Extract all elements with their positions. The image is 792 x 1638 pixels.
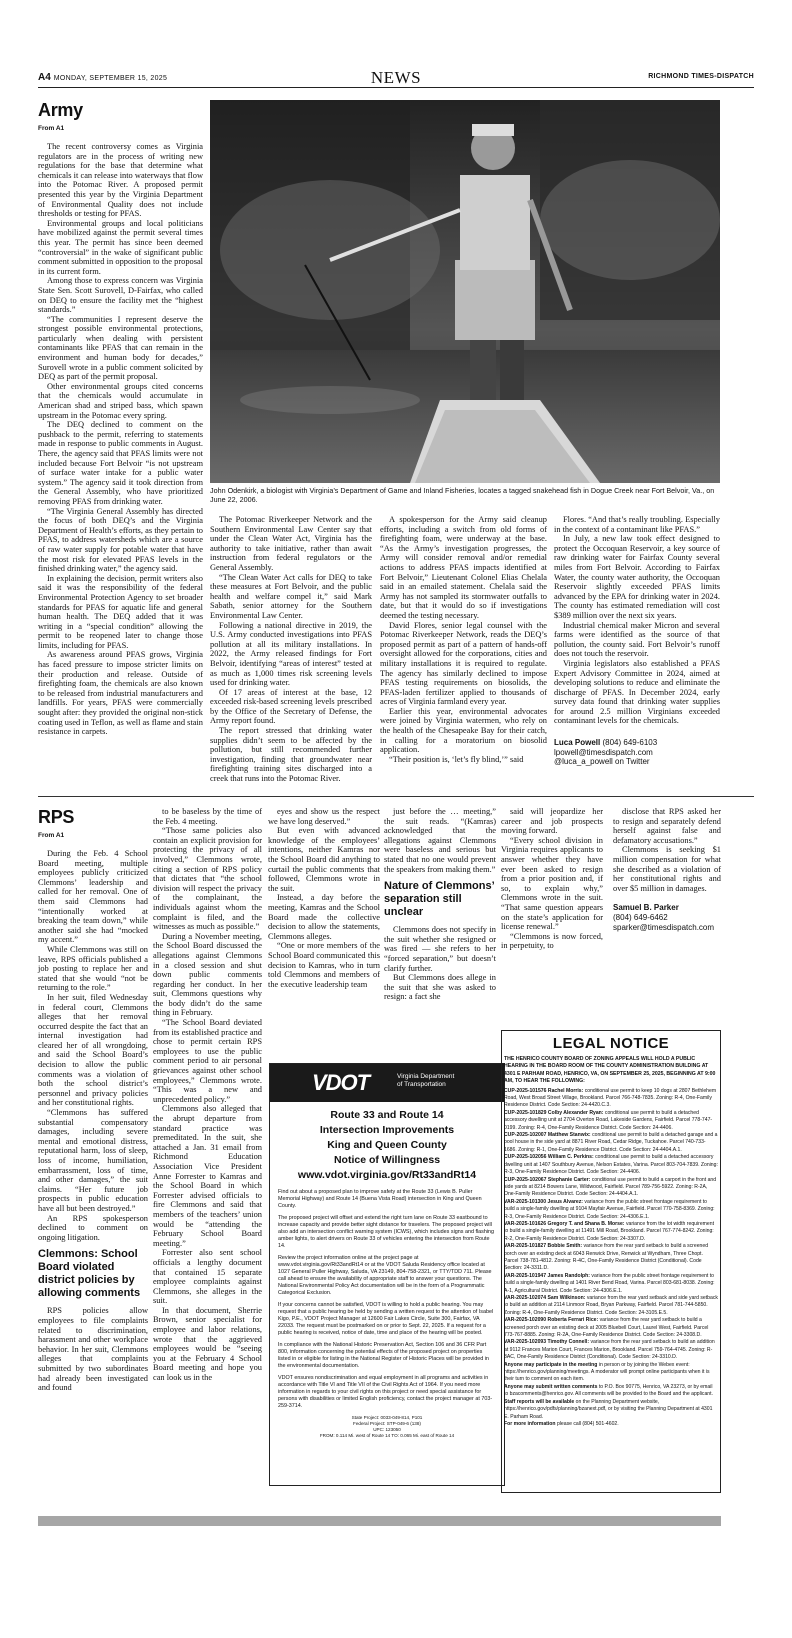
paragraph: If your concerns cannot be satisfied, VDOT is willing to hold a public hearing. You may request that a public hearing be held by sending a written request to the attention of Isabel Kigo, P.E., VDOT Project Manager at 12600 Fair Lakes Circle, Suite 300, Fairfax, VA 22033. The request must be postmarked on or prior to Sept. 22, 2025. If a request for a public hearing is received, notice of date, time and place of the hearing will be posted. bbox=[278, 1302, 494, 1336]
paragraph: “The Clean Water Act calls for DEQ to take these measures at Fort Belvoir, and the public health and welfare compel it,” said Mark Sabath, senior attorney for the Southern Environmental Law Center. bbox=[210, 572, 372, 620]
legal-notice-title: LEGAL NOTICE bbox=[552, 1035, 670, 1052]
page-header bbox=[38, 70, 754, 88]
paragraph: “Every school division in Virginia requires applicants to answer whether they have ever been asked to resign from a prior position and, if so, to explain why,” Clemmons wrote in the suit. “That same question appears on the state’s application for license renewal.” bbox=[501, 835, 603, 932]
legal-item-text: on the Planning Department website, https://henrico.gov/pdfs/planning/bzanext.pdf, or by visiting the Planning Department at 4301 E. Parham Road. bbox=[504, 1398, 713, 1420]
legal-item bbox=[504, 1110, 718, 1132]
paragraph: Flores. “And that’s really troubling. Especially in the context of a contaminant like PFAS.” bbox=[554, 515, 720, 534]
legal-item bbox=[504, 1088, 718, 1110]
paragraph: But even with advanced knowledge of the employees’ intentions, neither Kamras nor the School Board did anything to curtail the public comments that followed, Clemmons wrote in the suit. bbox=[268, 826, 380, 893]
paragraph: The recent controversy comes as Virginia regulators are in the process of writing new regulations for the base that determine what chemicals it can release into waterways that flow into the Potomac River. A proposed permit presented this year by the Virginia Department of Environmental Quality does not include thresholds or testing for PFAS. bbox=[38, 142, 203, 219]
vdot-title-line: Notice of Willingness bbox=[333, 1154, 441, 1166]
paragraph: just before the … meeting,” the suit reads. “(Kamras) acknowledged that the allegations against Clemmons were baseless and serious but stated that no one would prevent the speakers from making them.” bbox=[384, 807, 496, 874]
legal-item-text: conditional use permit to keep 10 dogs at 2807 Bethlehem Road, West Broad Street Village, Brookland. Parcel 766-748-7835. Zoning: R-4, One-Family Residence District. Code Section: 24-4420.C.3. bbox=[504, 1087, 717, 1109]
legal-item-text: variance from the rear yard setback to build a screened porch over an existing deck at 6043 Renwick Drive, Renwick at Wyndham, Three Chopt. Parcel 738-781-4812. Zoning: R-4C, One-Family Residence District (Conditional). Code Section: 24-3311.D. bbox=[504, 1243, 709, 1272]
vdot-title-line: King and Queen County bbox=[327, 1139, 447, 1151]
paragraph: Of 17 areas of interest at the base, 12 exceeded risk-based screening levels prescribed by the Office of the Secretary of Defense, the Army report found. bbox=[210, 687, 372, 726]
army-jump-line: From A1 bbox=[38, 125, 65, 132]
army-col1-body bbox=[38, 142, 203, 737]
legal-item-text: variance from the public street frontage requirement to build a single-family dwelling at 1401 River Bend Road, Varina. Parcel 803-681-8038. Zoning: A-1, Agricultural District. Code Section: 24-4306.E.1. bbox=[504, 1272, 715, 1294]
paragraph: Clemmons is seeking $1 million compensation for what she described as a violation of her constitutional rights and over $5 million in damages. bbox=[613, 845, 721, 893]
legal-item-id: For more information bbox=[504, 1420, 556, 1427]
legal-item bbox=[504, 1399, 718, 1421]
legal-item bbox=[504, 1273, 718, 1295]
legal-item-text: variance from the rear yard setback and side yard setback to build an addition at 2114 Linmoor Road, Bryan Parkway, Fairfield. Parcel 781-744-5850. Zoning: R-4, One-Family Residence District. Code Section: 24-3105.E.5. bbox=[504, 1295, 718, 1316]
rps-column-4 bbox=[384, 807, 496, 1002]
legal-item-text: variance from the rear yard setback to build a screened porch over an existing deck at 2005 Bluebell Court, Laurel West, Fairfield. Parcel 773-767-8885. Zoning: R-2A, One-Family Residence District. Code Section: 24-3308.D. bbox=[504, 1317, 709, 1339]
page-date: MONDAY, SEPTEMBER 15, 2025 bbox=[53, 75, 168, 82]
legal-item-text: variance from the public street frontage requirement to build a single-family dwelling at 9104 Mayfair Avenue, Fairfield. Parcel 770-758-8369. Zoning: R-3, One-Family Residence District. Code Section: 24-4306.E.1. bbox=[504, 1198, 715, 1220]
rps-column-2 bbox=[153, 807, 262, 1383]
rps-col4b-body bbox=[384, 925, 496, 1002]
author-twitter[interactable]: @luca_a_powell on Twitter bbox=[554, 757, 650, 767]
rps-column-5 bbox=[501, 807, 603, 951]
legal-notice-items bbox=[504, 1088, 718, 1429]
paragraph: Instead, a day before the meeting, Kamras and the School Board made the collective decision to allow the statements, Clemmons alleges. bbox=[268, 893, 380, 941]
paragraph: The DEQ declined to comment on the pushback to the permit, referring to statements made in response to public comments in August. There, the agency said that PFAS limits were not included because Fort Belvoir “is not upstream of surface water intake for a public water system.” The agency said it took direction from the General Assembly, who have prioritized removing PFAS from drinking water. bbox=[38, 420, 203, 506]
army-col4-body bbox=[554, 515, 720, 726]
legal-notice-heading: THE HENRICO COUNTY BOARD OF ZONING APPEALS WILL HOLD A PUBLIC HEARING IN THE BOARD ROOM OF THE COUNTY ADMINISTRATION BUILDING AT 4301 E PARHAM ROAD, HENRICO, VA, ON SEPTEMBER 25, 2025, BEGINNING AT 9:00 AM, TO HEAR THE FOLLOWING: bbox=[504, 1056, 716, 1085]
paragraph: A spokesperson for the Army said cleanup efforts, including a switch from old forms of firefighting foam, were underway at the base. “As the Army’s investigation progresses, the Army will consider removal and/or remedial actions to address PFAS impacts identified at Fort Belvoir,” Lieutenant Colonel Elias Chelala said in an emailed statement. Chelala said the Army has not sampled its stormwater outfalls to date, but that it would do so if investigations deemed the testing necessary. bbox=[380, 515, 547, 620]
vdot-footer-line: FROM: 0.114 Mi. west of Route 14 TO: 0.065 Mi. east of Route 14 bbox=[319, 1433, 455, 1438]
paragraph: The Potomac Riverkeeper Network and the Southern Environmental Law Center say that under the Clean Water Act, Virginia has the authority to take initiative, rather than await instruction from federal regulators or the General Assembly. bbox=[210, 515, 372, 572]
paragraph: Following a national directive in 2019, the U.S. Army conducted investigations into PFAS pollution at all its military installations. In 2022, the Army released findings for Fort Belvoir, identifying “areas of interest” tested at as much as 1,000 times risk screening levels used for drinking water. bbox=[210, 620, 372, 688]
paragraph: VDOT ensures nondiscrimination and equal employment in all programs and activities in accordance with Title VI and Title VII of the Civil Rights Act of 1964. If you need more information in regards to your civil rights on this project or need special assistance for persons with disabilities or limited English proficiency, contact the project manager at 703-259-3714. bbox=[278, 1375, 493, 1409]
author-name: Luca Powell bbox=[554, 738, 601, 748]
legal-item-text: conditional use permit to build a carport in the front and side yards at 8214 Bowers Lane, Wildwood, Fairfield. Parcel 789-756-5922. Zoning: R-2A, One-Family Residence District. Code Section: 24-4404.A.1. bbox=[504, 1176, 717, 1198]
legal-item bbox=[504, 1384, 718, 1399]
paragraph: “Their position is, ‘let’s fly blind,’” said bbox=[389, 754, 524, 764]
paragraph: Earlier this year, environmental advocates were joined by Virginia watermen, who rely on the health of the Chesapeake Bay for their catch, in calling for a moratorium on biosolid application. bbox=[380, 706, 547, 755]
legal-item bbox=[504, 1221, 718, 1243]
paragraph: “One or more members of the School Board communicated this decision to Kamras, who in turn told Clemmons and members of the executive leadership team bbox=[268, 941, 380, 989]
legal-item-id: Anyone may submit written comments bbox=[504, 1383, 598, 1390]
paragraph: said will jeopardize her career and job prospects moving forward. bbox=[501, 807, 603, 836]
vdot-advertisement bbox=[269, 1063, 505, 1486]
army-column-2 bbox=[210, 515, 372, 784]
paragraph: Clemmons does not specify in the suit whether she resigned or was fired — she refers to her “forced separation,” but doesn’t clarify further. bbox=[384, 925, 496, 973]
army-byline bbox=[554, 738, 720, 767]
paragraph: “The communities I represent deserve the strongest possible environmental protections, particularly when dealing with persistent contaminants like PFAS that can remain in the environment and human body for decades,” Surovell wrote in a public comment solicited by DEQ as part of the permit proposal. bbox=[38, 314, 203, 382]
rps-col1-body bbox=[38, 849, 148, 1242]
author-email[interactable]: sparker@timesdispatch.com bbox=[613, 922, 715, 932]
newspaper-name: RICHMOND TIMES-DISPATCH bbox=[648, 73, 754, 80]
vdot-footer-line: State Project: 0033-049-814, P101 bbox=[351, 1415, 423, 1420]
vdot-footer-line: UPC: 123050 bbox=[373, 1427, 401, 1432]
page-footer-bar bbox=[38, 1516, 721, 1526]
army-column-1 bbox=[38, 100, 203, 737]
rps-column-3 bbox=[268, 807, 380, 989]
army-column-4 bbox=[554, 515, 720, 767]
legal-item-text: to P.O. Box 90775, Henrico, VA 23273, or by email to bzacomments@henrico.gov. All comments will be provided to the Board and the applicant. bbox=[504, 1383, 713, 1398]
legal-item bbox=[504, 1177, 718, 1199]
legal-item-text: in person or by joining the Webex event: https://henrico.gov/planning/meetings. A moderator will prompt online participants when it is their turn to comment on each item. bbox=[504, 1361, 710, 1383]
news-photo bbox=[210, 100, 720, 483]
paragraph: In compliance with the National Historic Preservation Act, Section 106 and 36 CFR Part 800, information concerning the potential effects of the proposed project on properties listed in or eligible for listing in the National Register of Historic Places will be provided in the environmental documentation. bbox=[278, 1342, 489, 1369]
army-column-3 bbox=[380, 515, 547, 764]
vdot-title-line: Route 33 and Route 14 bbox=[330, 1109, 444, 1121]
legal-item-text: variance from the lot width requirement to build a single-family dwelling at 11491 Mill Road, Brookland. Parcel 767-774-8242. Zoning: R-2, One-Family Residence District. Code Section: 24-3307.D. bbox=[504, 1220, 714, 1242]
paragraph: During a November meeting, the School Board discussed the allegations against Clemmons in a closed session and shut down public comments regarding her conduct. In her suit, Clemmons questions why the body didn’t do the same thing in February. bbox=[153, 931, 262, 1018]
author-phone: (804) 649-6462 bbox=[613, 912, 668, 922]
rps-headline: RPS bbox=[38, 807, 75, 827]
legal-item-id: VAR-2025-101947 James Randolph: bbox=[504, 1272, 590, 1279]
rps-jump-line: From A1 bbox=[38, 832, 65, 839]
paragraph: David Flores, senior legal counsel with the Potomac Riverkeeper Network, reads the DEQ’s proposed permit as part of a pattern of hands-off oversight allowed for the corporations, cities and military installations it is required to regulate. The agency has similarly declined to impose PFAS testing requirements on biosolids, the PFAS-laden fertilizer applied to thousands of acres of Virginia farmland every year. bbox=[380, 620, 547, 707]
rps-byline bbox=[613, 903, 721, 932]
legal-item-id: VAR-2025-102074 Sam Wilkinson: bbox=[504, 1295, 586, 1301]
paragraph: “Clemmons is now forced, in perpetuity, to bbox=[501, 931, 603, 951]
paragraph: Virginia legislators also established a PFAS Expert Advisory Committee in 2024, aimed at developing solutions to reduce and eliminate the discharge of PFAS. In December 2024, early survey data found that drinking water supplies for around 2.5 million Virginians exceeded contaminant levels for the chemicals. bbox=[554, 658, 720, 726]
rps-subhead-policies: Clemmons: School Board violated district policies by allowing comments bbox=[38, 1248, 141, 1300]
paragraph: Forrester also sent school officials a lengthy document that contained 15 separate employee complaints against Clemmons, she alleges in the suit. bbox=[153, 1248, 262, 1306]
legal-item-id: VAR-2025-101827 Bobbie Smith: bbox=[504, 1243, 583, 1250]
legal-item-text: variance from the rear yard setback to build an addition at 9112 Frances Marion Court, Frances Marion, Brookland. Parcel 759-764-4745. Zoning: R-3AC, One-Family Residence District (Conditional). Code Section: 24-3310.D. bbox=[504, 1339, 715, 1361]
legal-item bbox=[504, 1362, 718, 1384]
paragraph: In explaining the decision, permit writers also said it was the responsibility of the federal Environmental Protection Agency to set broader standards for PFAS for aquatic life and general human health. The DEQ added that it was writing in a “special condition” allowing the permit to be reopened later to change those limits, including for PFAS. bbox=[38, 573, 203, 650]
paragraph: During the Feb. 4 School Board meeting, multiple employees publicly criticized Clemmons’ leadership and called for her removal. One of them said Clemmons had “intentionally worked at breaking the team down,” while another said she had “mocked my accent.” bbox=[38, 849, 148, 945]
rps-col6-body bbox=[613, 807, 721, 893]
legal-item-id: Anyone may participate in the meeting bbox=[504, 1361, 598, 1368]
author-phone: (804) 649-6103 bbox=[602, 738, 658, 748]
biologist-boat-photo bbox=[210, 100, 720, 483]
rps-column-1 bbox=[38, 807, 148, 1393]
paragraph: “Clemmons has suffered substantial compensatory damages, including severe mental and emotional distress, reputational harm, loss of sleep, loss of income, humiliation, embarrassment, loss of time, and other damages,” the suit claims. “Her future job prospects in public education have all but been destroyed.” bbox=[38, 1108, 148, 1213]
paragraph: In her suit, filed Wednesday in federal court, Clemmons alleges that her removal occurred despite the fact that an internal investigation had cleared her of all wrongdoing, and said the School Board’s decision to allow the public comments was a violation of both the school district’s personnel and privacy policies and her constitutional rights. bbox=[38, 992, 148, 1108]
legal-item-id: CUP-2025-102056 William C. Perkins: bbox=[504, 1154, 594, 1161]
paragraph: “The School Board deviated from its established practice and chose to permit certain RPS employees to use the public comment period to air personal grievances against other school employees,” Clemmons wrote. “This was a new and unprecedented policy.” bbox=[153, 1018, 262, 1104]
paragraph: An RPS spokesperson declined to comment on ongoing litigation. bbox=[38, 1213, 148, 1242]
paragraph: The report stressed that drinking water supplies didn’t seem to be affected by the pollution, but still recommended further investigation, finding that groundwater near firefighting training sites discharged into a creek that runs into the Potomac River. bbox=[210, 726, 372, 784]
legal-item bbox=[504, 1154, 718, 1176]
army-headline: Army bbox=[38, 100, 83, 120]
rps-col1b-body bbox=[38, 1306, 148, 1392]
rps-subhead-separation: Nature of Clemmons’ separation still unclear bbox=[384, 880, 495, 919]
legal-notice bbox=[501, 1030, 721, 1493]
paragraph: “Those same policies also contain an explicit provision for protecting the privacy of all involved,” Clemmons wrote, citing a section of RPS policy that dictates that “the school division will respect the privacy of the complainant, the individuals against whom the complaint is filed, and the witnesses as much as possible.” bbox=[153, 826, 262, 932]
section-divider bbox=[38, 796, 754, 797]
paragraph: But Clemmons does allege in the suit that she was asked to resign: a fact she bbox=[384, 973, 496, 1002]
section-name: NEWS bbox=[370, 68, 422, 87]
paragraph: eyes and show us the respect we have long deserved.” bbox=[268, 807, 380, 826]
legal-item bbox=[504, 1317, 718, 1339]
author-name: Samuel B. Parker bbox=[613, 903, 679, 913]
page-number: A4 MONDAY, SEPTEMBER 15, 2025 bbox=[38, 72, 168, 83]
legal-item-id: VAR-2025-101300 Jesus Alvarez: bbox=[504, 1198, 583, 1205]
author-email[interactable]: lpowell@timesdispatch.com bbox=[554, 747, 653, 757]
legal-item-id: VAR-2025-101626 Gregory T. and Shana B. Morse: bbox=[504, 1220, 625, 1227]
legal-item-id: CUP-2025-101829 Colby Alexander Ryan: bbox=[504, 1109, 604, 1116]
legal-item-id: VAR-2025-102093 Timothy Connell: bbox=[504, 1339, 590, 1346]
paragraph: disclose that RPS asked her to resign and separately defend herself against false and defamatory accusations.” bbox=[613, 807, 721, 845]
paragraph: In that document, Sherrie Brown, senior specialist for employee and labor relations, wrote that the aggrieved employees would be “seeing you at the February 4 School Board meeting and hope you can look us in the bbox=[153, 1305, 262, 1383]
vdot-project-url[interactable]: www.vdot.virginia.gov/Rt33andRt14 bbox=[297, 1169, 477, 1181]
paragraph: In July, a new law took effect designed to protect the Occoquan Reservoir, a key source of raw drinking water for Fairfax County several miles from Fort Belvoir. According to Fairfax Water, the county water authority, the Occoquan Reservoir slightly exceeded PFAS limits advanced by the EPA for drinking water in 2024. The county has estimated remediation will cost $389 million over the next six years. bbox=[554, 534, 720, 620]
vdot-logo-subtitle: Virginia Department of Transportation bbox=[397, 1073, 455, 1088]
legal-item-text: please call (804) 501-4602. bbox=[556, 1420, 619, 1427]
paragraph: The proposed project will offset and extend the right turn lane on Route 33 eastbound to increase capacity and provide better sight distance for travelers. The proposed project will also add an intersection conflict warning system (ICWS), which includes signs and flashing amber lights, to alert drivers on Route 33 of vehicles entering the intersection from Route 14. bbox=[278, 1215, 495, 1249]
paragraph: Environmental groups and local politicians have mobilized against the permit several times this year. The permit has since been deemed “controversial” in the wake of significant public comment submitted in opposition to the proposal in its current form. bbox=[38, 218, 203, 276]
legal-item-text: conditional use permit to build a detached garage and a pool house in the side yard at 8871 River Road, Cedar Ridge, Tuckahoe. Parcel 740-733-1686. Zoning: R-1, One-Family Residence District. Code Section: 24-4404.A.1. bbox=[504, 1132, 718, 1153]
paragraph: While Clemmons was still on leave, RPS officials published a job posting to replace her and stated that she would “not be returning to the role.” bbox=[38, 944, 148, 993]
legal-item-text: conditional use permit to build a detached accessory dwelling unit at 1407 Southbury Avenue, Nelson Estates, Varina. Parcel 803-704-7839. Zoning: R-3, One-Family Residence District. Code Section: 24-4406. bbox=[504, 1154, 718, 1176]
paragraph: “The Virginia General Assembly has directed the focus of both DEQ’s and the Virginia Department of Health’s efforts, as they pertain to PFAS, to address watersheds which are a source of raw water supply for potable water that have the most risk for elevated PFAS levels in the finished drinking water,” the agency said. bbox=[38, 506, 203, 574]
legal-item-id: CUP-2025-101576 Rachel Morris: bbox=[504, 1087, 584, 1094]
vdot-title bbox=[270, 1108, 504, 1183]
vdot-footer bbox=[270, 1415, 504, 1439]
photo-caption: John Odenkirk, a biologist with Virginia’s Department of Game and Inland Fisheries, locates a tagged snakehead fish in Dogue Creek near Fort Belvoir, Va., on June 22, 2006. bbox=[210, 486, 715, 504]
legal-item bbox=[504, 1421, 718, 1428]
paragraph: As awareness around PFAS grows, Virginia has faced pressure to impose stricter limits on their production and release. Outside of firefighting foam, the chemicals are also known to be released from industrial manufacturers and landfills. For years, PFAS were commercially sought after: they provided the original non-stick coating used in Teflon, as well as flame and stain resistance in carpets. bbox=[38, 650, 203, 737]
paragraph: Find out about a proposed plan to improve safety at the Route 33 (Lewis B. Puller Memorial Highway) and Route 14 (Buena Vista Road) intersection in King and Queen County. bbox=[278, 1189, 482, 1209]
paragraph: RPS policies allow employees to file complaints related to discrimination, harassment and other workplace behavior. In her suit, Clemmons alleges that complaints submitted by two subordinates had already been investigated and found bbox=[38, 1306, 148, 1393]
paragraph: Review the project information online at the project page at www.vdot.virginia.gov/Rt33andRt14 or at the VDOT Saluda Residency office located at 1027 General Puller Highway, Saluda, VA 23149, 804-758-2321, or TTY/TDD 711. Please call ahead to ensure the availability of appropriate staff to answer your questions. The National Environmental Policy Act documentation will be in the form of a Programmatic Categorical Exclusion. bbox=[278, 1255, 492, 1296]
legal-item bbox=[504, 1132, 718, 1154]
vdot-footer-line: Federal Project: STP-049-6 (138) bbox=[353, 1421, 421, 1426]
paragraph: Other environmental groups cited concerns that the chemicals would accumulate in American shad and striped bass, which spawn upstream in the Potomac every spring. bbox=[38, 381, 203, 420]
legal-item bbox=[504, 1295, 718, 1317]
legal-item-id: VAR-2025-102090 Roberta Ferrari Rice: bbox=[504, 1317, 599, 1324]
legal-item-id: CUP-2025-102067 Stephanie Carter: bbox=[504, 1176, 591, 1183]
legal-item-id: Staff reports will be available bbox=[504, 1398, 575, 1405]
vdot-banner bbox=[270, 1064, 504, 1102]
paragraph: Among those to express concern was Virginia State Sen. Scott Surovell, D-Fairfax, who called on DEQ to ensure the facility met the “highest standards.” bbox=[38, 276, 203, 315]
legal-item-text: conditional use permit to build a detached accessory dwelling unit at 2704 Overton Road, Lakeside Gardens, Fairfield. Parcel 778-747-0199. Zoning: R-4, One-Family Residence District. Code Section: 24-4406. bbox=[504, 1109, 713, 1131]
vdot-title-line: Intersection Improvements bbox=[319, 1124, 455, 1136]
paragraph: Industrial chemical maker Micron and several farms were identified as the source of that pollution, the county said. Fort Belvoir’s runoff does not touch the reservoir. bbox=[554, 620, 720, 659]
rps-col4-body bbox=[384, 807, 496, 874]
vdot-logo: VDOT bbox=[312, 1070, 370, 1095]
legal-item bbox=[504, 1199, 718, 1221]
paragraph: Clemmons also alleged that the abrupt departure from standard practice was premeditated. In the suit, she attached a Jan. 31 email from Richmond Education Association Vice President Anne Forrester to Kamras and the School Board in which Forrester advised officials to fire Clemmons and said that members of the teachers’ union would be “attending the February School Board meeting.” bbox=[153, 1104, 262, 1248]
paragraph: to be baseless by the time of the Feb. 4 meeting. bbox=[153, 807, 262, 826]
vdot-body bbox=[270, 1183, 504, 1410]
legal-item bbox=[504, 1339, 718, 1361]
legal-item-id: CUP-2025-102007 Matthew Stanwix: bbox=[504, 1132, 591, 1139]
legal-item bbox=[504, 1243, 718, 1273]
rps-column-6 bbox=[613, 807, 721, 932]
